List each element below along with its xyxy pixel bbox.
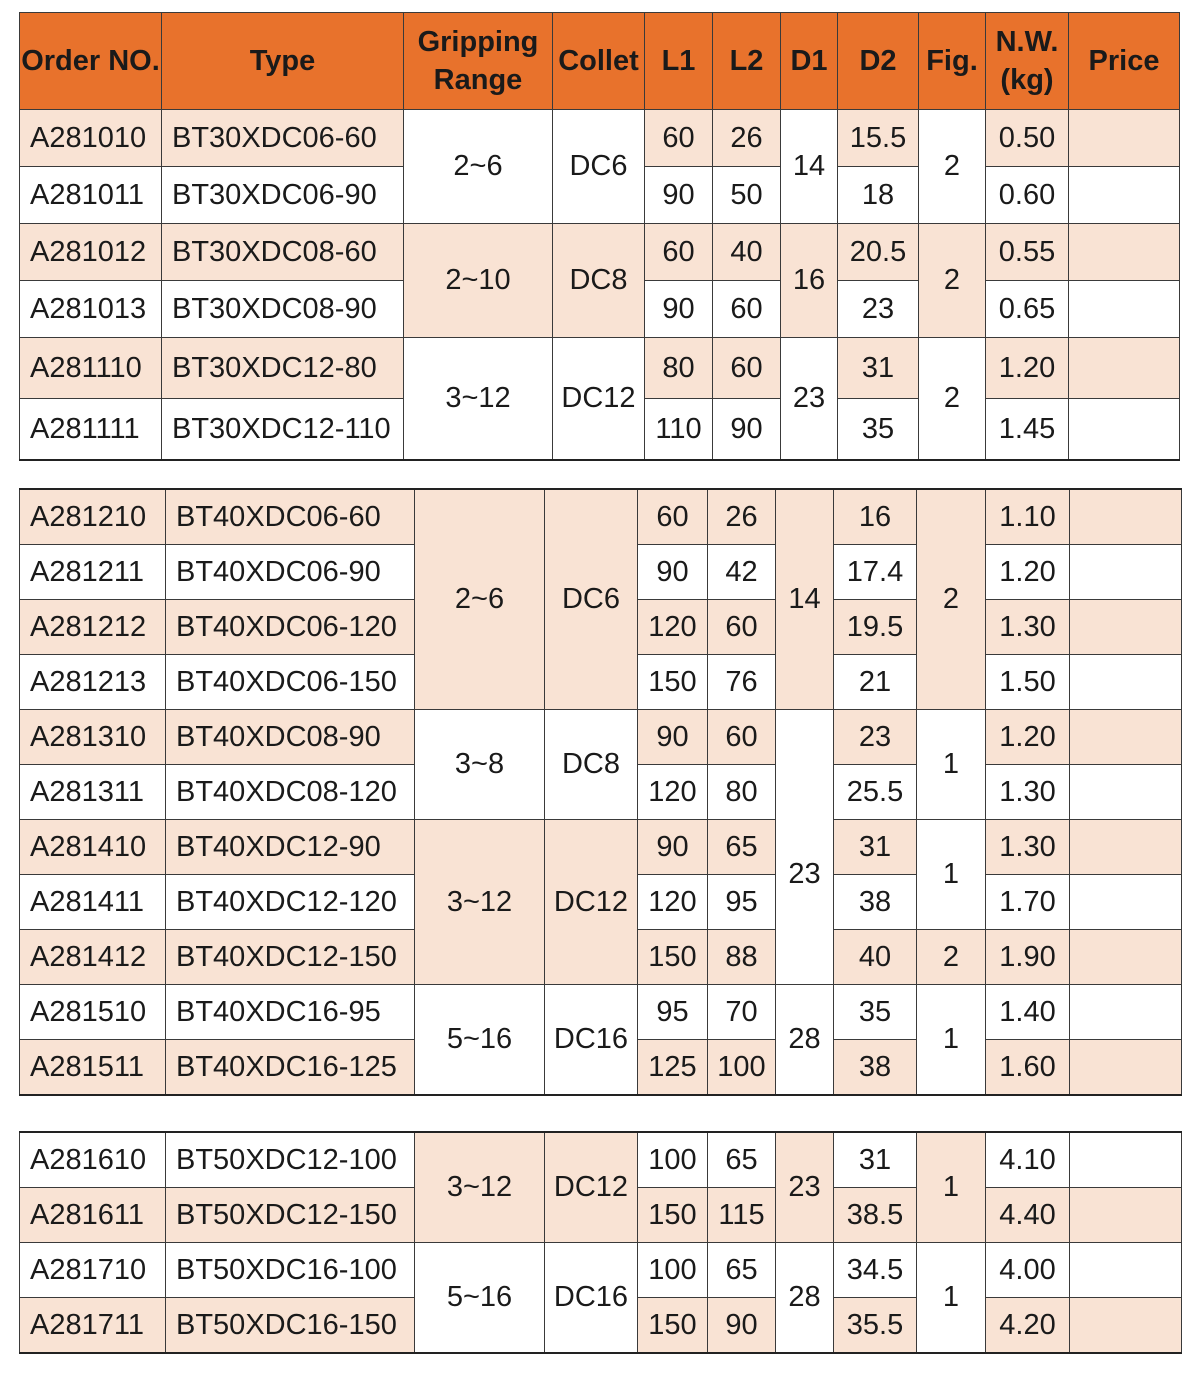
table-row (20, 489, 1182, 545)
order-no: A281010 (20, 110, 162, 167)
net-weight: 0.60 (986, 167, 1069, 224)
header-l2: L2 (713, 13, 781, 110)
type: BT30XDC12-110 (162, 399, 404, 461)
type: BT40XDC06-60 (166, 489, 415, 545)
d2: 31 (838, 338, 919, 399)
order-no: A281013 (20, 281, 162, 338)
table-row (20, 1132, 1182, 1188)
type: BT40XDC12-150 (166, 930, 415, 985)
fig: 2 (919, 338, 986, 461)
order-no: A281210 (20, 489, 166, 545)
order-no: A281111 (20, 399, 162, 461)
order-no: A281213 (20, 655, 166, 710)
type: BT40XDC16-95 (166, 985, 415, 1040)
d1: 28 (776, 985, 834, 1096)
d2: 23 (838, 281, 919, 338)
net-weight: 1.40 (986, 985, 1070, 1040)
gripping-range: 2~6 (404, 110, 553, 224)
l1: 125 (638, 1040, 708, 1096)
l1: 90 (638, 710, 708, 765)
d2: 38 (834, 1040, 917, 1096)
order-no: A281310 (20, 710, 166, 765)
fig: 1 (917, 710, 986, 820)
net-weight: 1.70 (986, 875, 1070, 930)
header-d2: D2 (838, 13, 919, 110)
l2: 26 (713, 110, 781, 167)
order-no: A281212 (20, 600, 166, 655)
type: BT30XDC06-60 (162, 110, 404, 167)
type: BT40XDC16-125 (166, 1040, 415, 1096)
type: BT30XDC08-60 (162, 224, 404, 281)
l1: 120 (638, 875, 708, 930)
net-weight: 0.55 (986, 224, 1069, 281)
fig: 1 (917, 1132, 986, 1243)
d1: 14 (781, 110, 838, 224)
price (1070, 765, 1182, 820)
price (1070, 1132, 1182, 1188)
order-no: A281511 (20, 1040, 166, 1096)
gripping-range: 2~10 (404, 224, 553, 338)
gripping-range: 5~16 (415, 985, 545, 1096)
type: BT40XDC12-90 (166, 820, 415, 875)
l2: 40 (713, 224, 781, 281)
net-weight: 4.00 (986, 1243, 1070, 1298)
header-collet: Collet (553, 13, 645, 110)
collet: DC6 (553, 110, 645, 224)
bt50-table (19, 1131, 1182, 1354)
header-order-no: Order NO. (20, 13, 162, 110)
l1: 90 (638, 820, 708, 875)
net-weight: 1.30 (986, 600, 1070, 655)
d2: 18 (838, 167, 919, 224)
type: BT40XDC12-120 (166, 875, 415, 930)
bt30-table (19, 12, 1180, 461)
l1: 60 (638, 489, 708, 545)
type: BT50XDC16-150 (166, 1298, 415, 1354)
l1: 95 (638, 985, 708, 1040)
d2: 19.5 (834, 600, 917, 655)
type: BT40XDC06-150 (166, 655, 415, 710)
price (1070, 930, 1182, 985)
fig: 2 (919, 110, 986, 224)
price (1070, 545, 1182, 600)
price (1070, 875, 1182, 930)
price (1069, 338, 1180, 399)
order-no: A281110 (20, 338, 162, 399)
net-weight: 4.20 (986, 1298, 1070, 1354)
net-weight: 1.10 (986, 489, 1070, 545)
fig: 2 (917, 930, 986, 985)
l1: 150 (638, 655, 708, 710)
l2: 100 (708, 1040, 776, 1096)
type: BT40XDC08-90 (166, 710, 415, 765)
table-row (20, 710, 1182, 765)
l2: 65 (708, 820, 776, 875)
order-no: A281311 (20, 765, 166, 820)
price (1070, 1040, 1182, 1096)
price (1070, 1188, 1182, 1243)
gripping-range: 5~16 (415, 1243, 545, 1354)
l1: 60 (645, 110, 713, 167)
d1: 16 (781, 224, 838, 338)
l2: 115 (708, 1188, 776, 1243)
l2: 70 (708, 985, 776, 1040)
header-fig: Fig. (919, 13, 986, 110)
header-type: Type (162, 13, 404, 110)
d2: 38.5 (834, 1188, 917, 1243)
price (1070, 655, 1182, 710)
d2: 23 (834, 710, 917, 765)
l2: 90 (713, 399, 781, 461)
collet: DC16 (545, 1243, 638, 1354)
collet: DC16 (545, 985, 638, 1096)
l2: 60 (713, 338, 781, 399)
price (1070, 1243, 1182, 1298)
gripping-range: 2~6 (415, 489, 545, 710)
price (1069, 399, 1180, 461)
order-no: A281411 (20, 875, 166, 930)
l1: 90 (645, 167, 713, 224)
fig: 1 (917, 1243, 986, 1354)
l2: 76 (708, 655, 776, 710)
l2: 80 (708, 765, 776, 820)
l1: 150 (638, 930, 708, 985)
type: BT40XDC06-90 (166, 545, 415, 600)
order-no: A281510 (20, 985, 166, 1040)
type: BT30XDC08-90 (162, 281, 404, 338)
type: BT40XDC08-120 (166, 765, 415, 820)
d2: 35.5 (834, 1298, 917, 1354)
order-no: A281412 (20, 930, 166, 985)
l2: 60 (708, 600, 776, 655)
gripping-range: 3~12 (415, 820, 545, 985)
collet: DC8 (553, 224, 645, 338)
order-no: A281611 (20, 1188, 166, 1243)
price (1069, 167, 1180, 224)
price (1070, 1298, 1182, 1354)
type: BT50XDC16-100 (166, 1243, 415, 1298)
price (1070, 489, 1182, 545)
d1: 23 (776, 1132, 834, 1243)
d2: 25.5 (834, 765, 917, 820)
d2: 40 (834, 930, 917, 985)
price (1070, 710, 1182, 765)
collet: DC12 (545, 820, 638, 985)
l2: 88 (708, 930, 776, 985)
price (1069, 224, 1180, 281)
bt40-table (19, 488, 1182, 1096)
price (1069, 110, 1180, 167)
type: BT50XDC12-150 (166, 1188, 415, 1243)
net-weight: 1.20 (986, 710, 1070, 765)
table-row (20, 1243, 1182, 1298)
order-no: A281410 (20, 820, 166, 875)
order-no: A281710 (20, 1243, 166, 1298)
order-no: A281610 (20, 1132, 166, 1188)
gripping-range: 3~12 (404, 338, 553, 461)
d2: 17.4 (834, 545, 917, 600)
d2: 20.5 (838, 224, 919, 281)
header-price: Price (1069, 13, 1180, 110)
table-row (20, 820, 1182, 875)
order-no: A281211 (20, 545, 166, 600)
net-weight: 4.40 (986, 1188, 1070, 1243)
d1: 23 (781, 338, 838, 461)
d2: 31 (834, 1132, 917, 1188)
d1: 23 (776, 710, 834, 985)
table-row (20, 224, 1180, 281)
price (1070, 985, 1182, 1040)
net-weight: 0.65 (986, 281, 1069, 338)
type: BT50XDC12-100 (166, 1132, 415, 1188)
d1: 14 (776, 489, 834, 710)
l2: 60 (713, 281, 781, 338)
d1: 28 (776, 1243, 834, 1354)
header-d1: D1 (781, 13, 838, 110)
l2: 50 (713, 167, 781, 224)
l1: 150 (638, 1188, 708, 1243)
type: BT40XDC06-120 (166, 600, 415, 655)
l1: 90 (638, 545, 708, 600)
l1: 80 (645, 338, 713, 399)
d2: 21 (834, 655, 917, 710)
d2: 15.5 (838, 110, 919, 167)
fig: 2 (919, 224, 986, 338)
l2: 42 (708, 545, 776, 600)
l1: 100 (638, 1132, 708, 1188)
fig: 1 (917, 820, 986, 930)
type: BT30XDC06-90 (162, 167, 404, 224)
net-weight: 1.60 (986, 1040, 1070, 1096)
l1: 120 (638, 765, 708, 820)
net-weight: 1.45 (986, 399, 1069, 461)
fig: 1 (917, 985, 986, 1096)
price (1070, 820, 1182, 875)
order-no: A281711 (20, 1298, 166, 1354)
gripping-range: 3~12 (415, 1132, 545, 1243)
net-weight: 4.10 (986, 1132, 1070, 1188)
net-weight: 1.50 (986, 655, 1070, 710)
collet: DC6 (545, 489, 638, 710)
d2: 38 (834, 875, 917, 930)
collet: DC12 (545, 1132, 638, 1243)
net-weight: 1.20 (986, 545, 1070, 600)
order-no: A281012 (20, 224, 162, 281)
collet: DC8 (545, 710, 638, 820)
l2: 26 (708, 489, 776, 545)
header-nw: N.W. (kg) (986, 13, 1069, 110)
l1: 120 (638, 600, 708, 655)
type: BT30XDC12-80 (162, 338, 404, 399)
d2: 31 (834, 820, 917, 875)
l1: 110 (645, 399, 713, 461)
l2: 90 (708, 1298, 776, 1354)
net-weight: 1.20 (986, 338, 1069, 399)
collet: DC12 (553, 338, 645, 461)
order-no: A281011 (20, 167, 162, 224)
table-row (20, 110, 1180, 167)
net-weight: 1.30 (986, 820, 1070, 875)
header-gripping-range: Gripping Range (404, 13, 553, 110)
net-weight: 1.90 (986, 930, 1070, 985)
l1: 60 (645, 224, 713, 281)
l1: 150 (638, 1298, 708, 1354)
header-row (20, 13, 1180, 110)
d2: 35 (834, 985, 917, 1040)
d2: 35 (838, 399, 919, 461)
table-row (20, 338, 1180, 399)
fig: 2 (917, 489, 986, 710)
l2: 65 (708, 1132, 776, 1188)
l1: 100 (638, 1243, 708, 1298)
l1: 90 (645, 281, 713, 338)
l2: 60 (708, 710, 776, 765)
header-l1: L1 (645, 13, 713, 110)
net-weight: 0.50 (986, 110, 1069, 167)
l2: 65 (708, 1243, 776, 1298)
price (1070, 600, 1182, 655)
gripping-range: 3~8 (415, 710, 545, 820)
d2: 34.5 (834, 1243, 917, 1298)
l2: 95 (708, 875, 776, 930)
table-row (20, 985, 1182, 1040)
d2: 16 (834, 489, 917, 545)
net-weight: 1.30 (986, 765, 1070, 820)
price (1069, 281, 1180, 338)
